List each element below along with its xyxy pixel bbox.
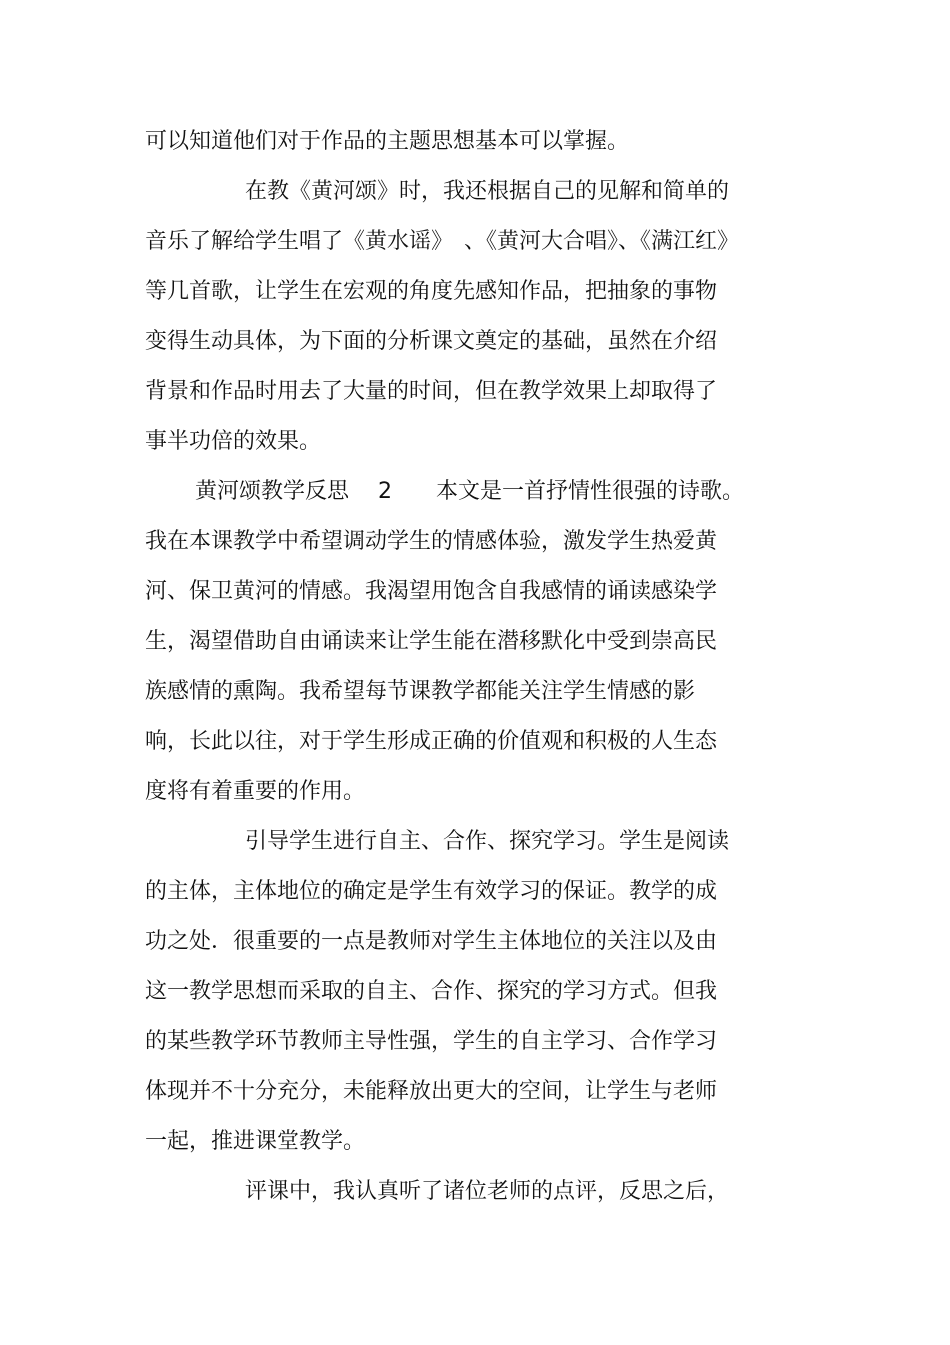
text-line: 黄河颂教学反思 2 本文是一首抒情性很强的诗歌。 [195, 479, 744, 504]
text-line: 这一教学思想而采取的自主、合作、探究的学习方式。但我 [145, 979, 718, 1004]
text-line: 体现并不十分充分，未能释放出更大的空间，让学生与老师 [145, 1079, 718, 1104]
text-line: 在教《黄河颂》时，我还根据自己的见解和简单的 [245, 179, 730, 204]
text-line: 音乐了解给学生唱了《黄水谣》 、《黄河大合唱》、《满江红》 [145, 229, 740, 254]
text-line: 评课中，我认真听了诸位老师的点评，反思之后， [245, 1179, 730, 1204]
text-line: 的某些教学环节教师主导性强，学生的自主学习、合作学习 [145, 1029, 718, 1054]
text-line: 等几首歌，让学生在宏观的角度先感知作品，把抽象的事物 [145, 279, 718, 304]
text-line: 背景和作品时用去了大量的时间，但在教学效果上却取得了 [145, 379, 718, 404]
text-line: 引导学生进行自主、合作、探究学习。学生是阅读 [245, 829, 730, 854]
text-line: 河、保卫黄河的情感。我渴望用饱含自我感情的诵读感染学 [145, 579, 718, 604]
text-line: 事半功倍的效果。 [145, 429, 322, 454]
text-line: 功之处．很重要的一点是教师对学生主体地位的关注以及由 [145, 929, 718, 954]
text-line: 响，长此以往，对于学生形成正确的价值观和积极的人生态 [145, 729, 718, 754]
text-line: 可以知道他们对于作品的主题思想基本可以掌握。 [145, 129, 630, 154]
text-line: 族感情的熏陶。我希望每节课教学都能关注学生情感的影 [145, 679, 696, 704]
text-line: 生，渴望借助自由诵读来让学生能在潜移默化中受到崇高民 [145, 629, 718, 654]
text-line: 一起，推进课堂教学。 [145, 1129, 366, 1154]
text-line: 变得生动具体，为下面的分析课文奠定的基础，虽然在介绍 [145, 329, 718, 354]
text-line: 度将有着重要的作用。 [145, 779, 366, 804]
text-line: 的主体，主体地位的确定是学生有效学习的保证。教学的成 [145, 879, 718, 904]
text-line: 我在本课教学中希望调动学生的情感体验，激发学生热爱黄 [145, 529, 718, 554]
